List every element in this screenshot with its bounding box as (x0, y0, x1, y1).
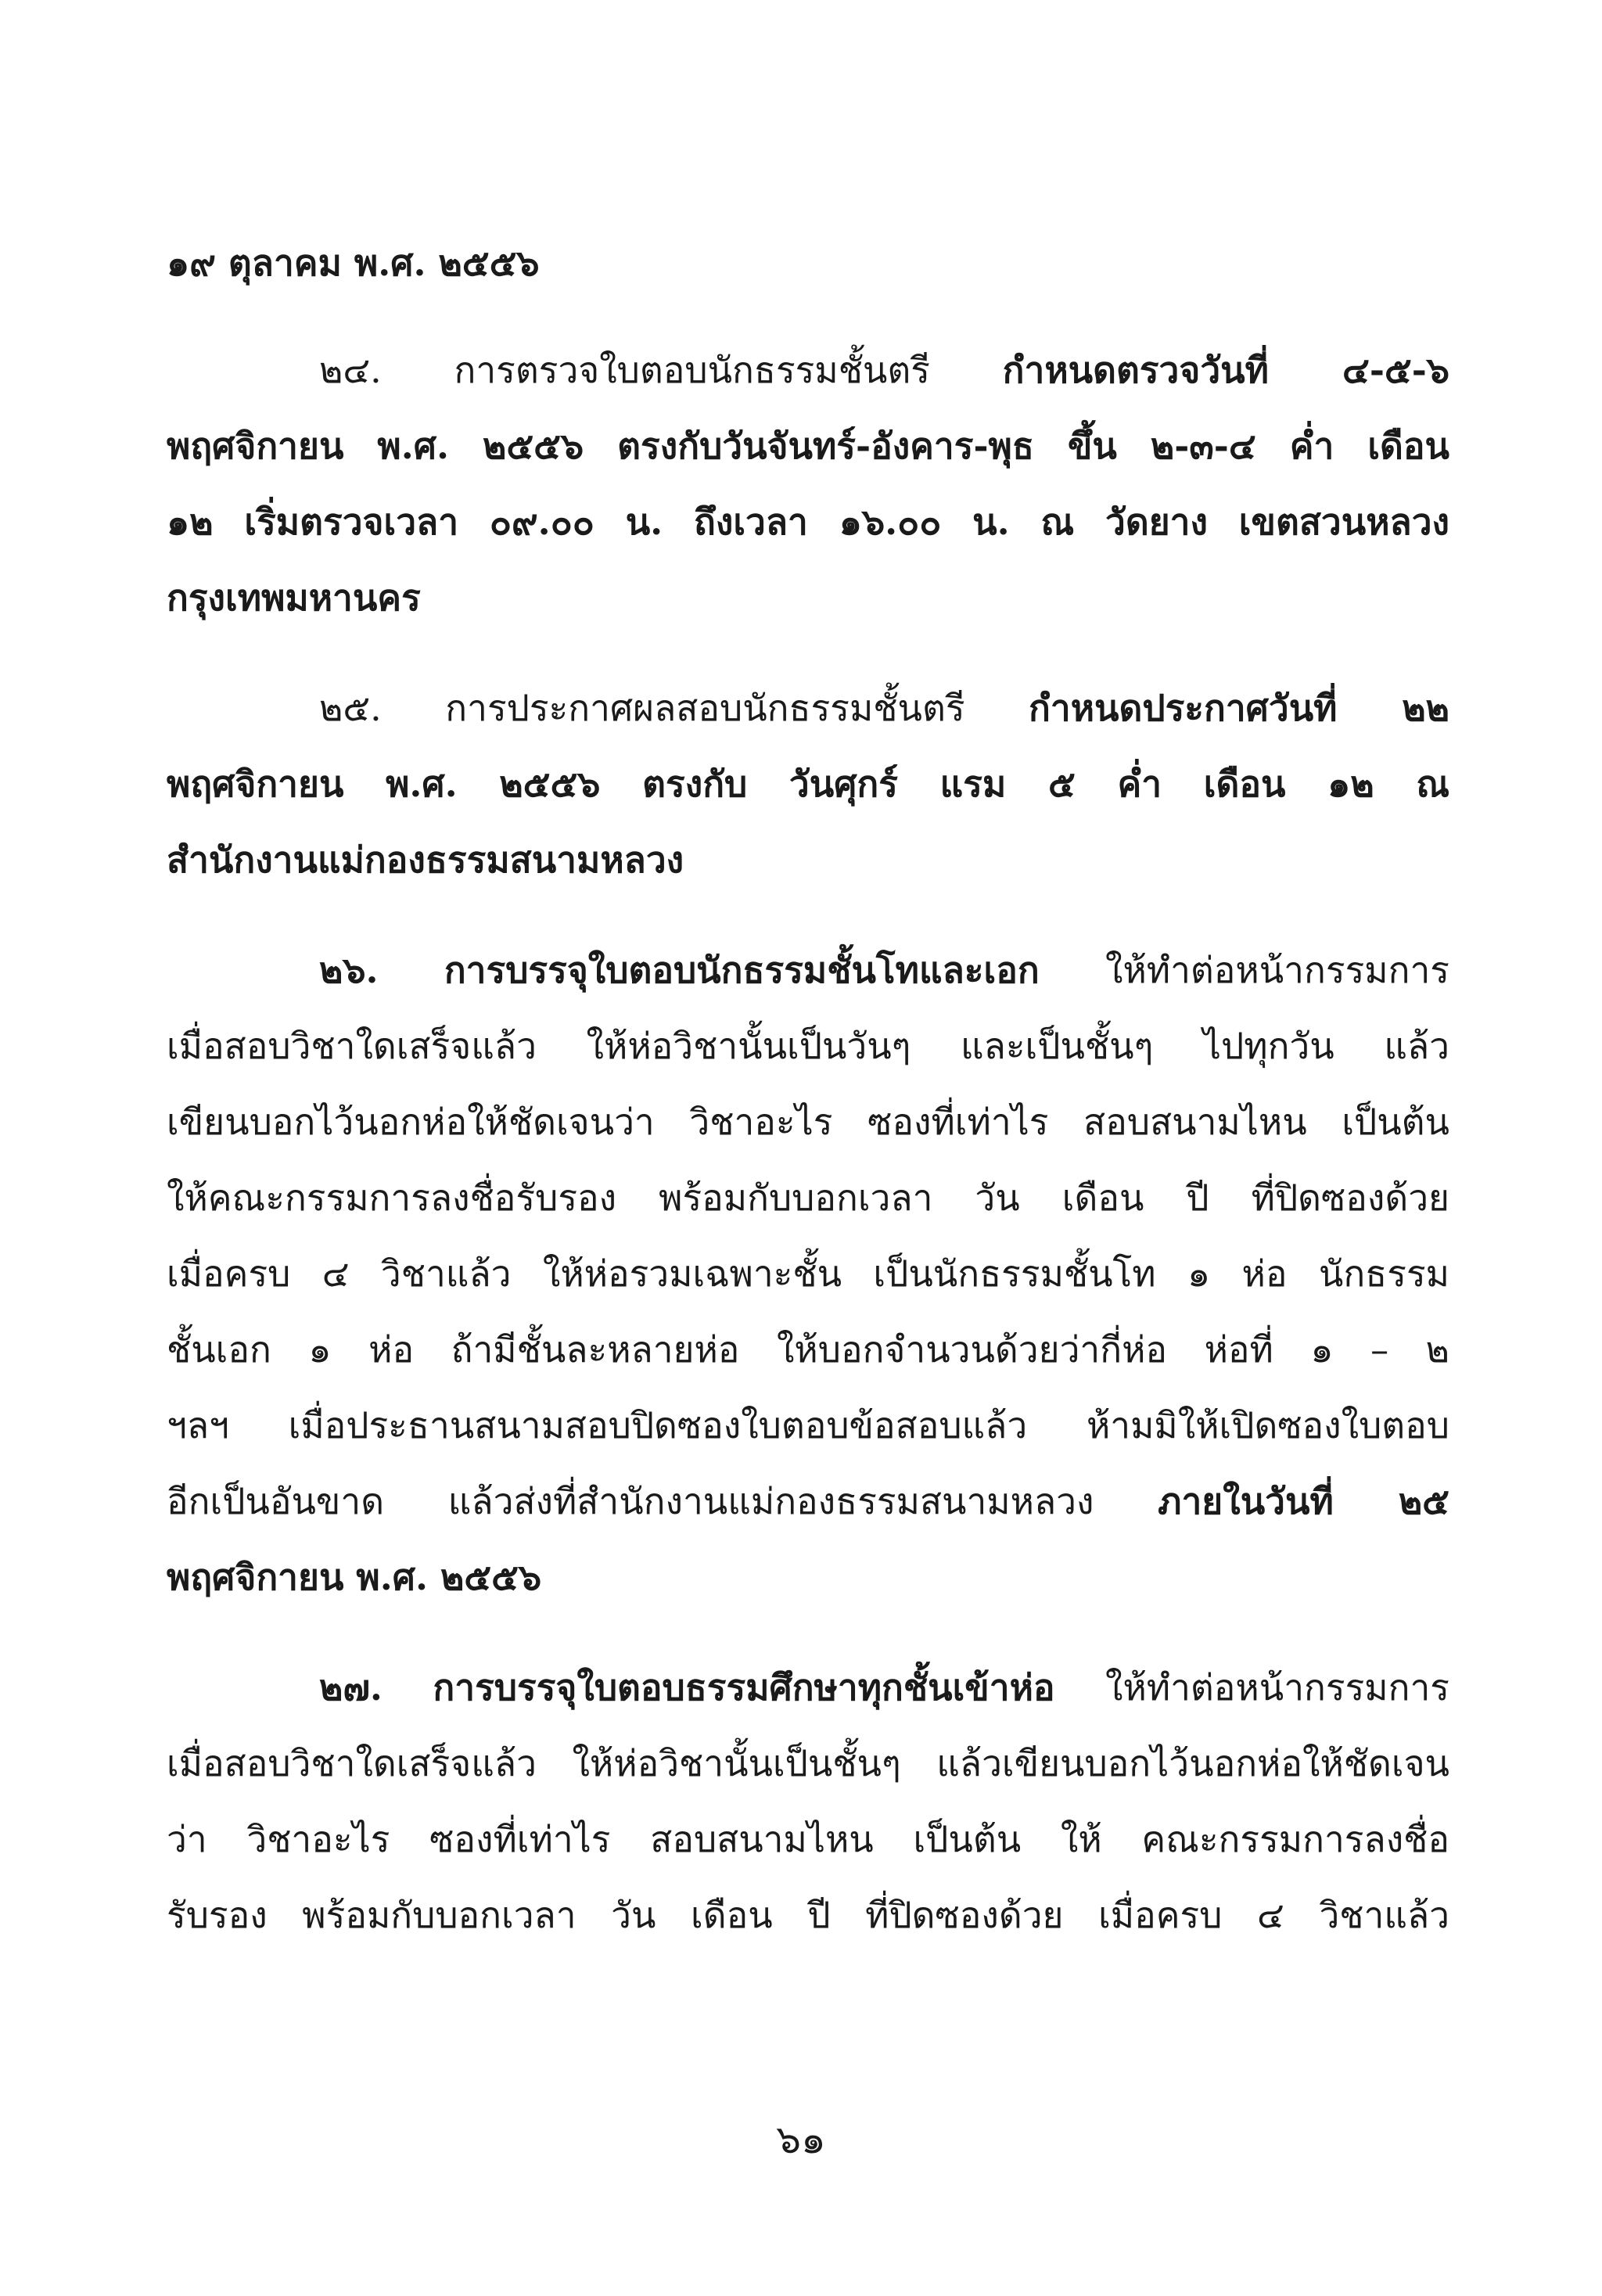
item-27-line-2: เมื่อสอบวิชาใดเสร็จแล้ว ให้ห่อวิชานั้นเป็นชั้นๆ แล้วเขียนบอกไว้นอกห่อให้ชัดเจน (167, 1742, 1449, 1784)
item-27-line-1: ๒๗. การบรรจุใบตอบธรรมศึกษาทุกชั้นเข้าห่อ ให้ทำต่อหน้ากรรมการ (319, 1666, 1449, 1709)
item-26-number: ๒๖. (319, 949, 379, 991)
item-26-line-9: พฤศจิกายน พ.ศ. ๒๕๕๖ (167, 1556, 542, 1598)
item-25-line-3: สำนักงานแม่กองธรรมสนามหลวง (167, 839, 684, 881)
item-26-line-8: อีกเป็นอันขาด แล้วส่งที่สำนักงานแม่กองธรรมสนามหลวง ภายในวันที่ ๒๕ (167, 1480, 1450, 1522)
item-26-line-5: เมื่อครบ ๔ วิชาแล้ว ให้ห่อรวมเฉพาะชั้น เป็นนักธรรมชั้นโท ๑ ห่อ นักธรรม (167, 1252, 1449, 1295)
item-26-line-7: ฯลฯ เมื่อประธานสนามสอบปิดซองใบตอบข้อสอบแล้ว ห้ามมิให้เปิดซองใบตอบ (167, 1404, 1449, 1446)
date-heading: ๑๙ ตุลาคม พ.ศ. ๒๕๕๖ (167, 242, 540, 284)
item-26-line-6: ชั้นเอก ๑ ห่อ ถ้ามีชั้นละหลายห่อ ให้บอกจำนวนด้วยว่ากี่ห่อ ห่อที่ ๑ – ๒ (167, 1328, 1449, 1371)
item-24-line-3: ๑๒ เริ่มตรวจเวลา ๐๙.๐๐ น. ถึงเวลา ๑๖.๐๐ น. ณ วัดยาง เขตสวนหลวง (167, 501, 1449, 543)
item-26-line-4: ให้คณะกรรมการลงชื่อรับรอง พร้อมกับบอกเวลา วัน เดือน ปี ที่ปิดซองด้วย (167, 1177, 1449, 1219)
item-24-line-1: ๒๔. การตรวจใบตอบนักธรรมชั้นตรี กำหนดตรวจวันที่ ๔-๕-๖ (319, 349, 1450, 391)
item-24-number: ๒๔. (319, 349, 382, 391)
item-24-line-2: พฤศจิกายน พ.ศ. ๒๕๕๖ ตรงกับวันจันทร์-อังคาร-พุธ ขึ้น ๒-๓-๔ ค่ำ เดือน (167, 425, 1449, 467)
item-25-number: ๒๕. (319, 687, 382, 729)
page-number: ๖๑ (776, 2117, 826, 2162)
item-25-line-2: พฤศจิกายน พ.ศ. ๒๕๕๖ ตรงกับ วันศุกร์ แรม ๕ ค่ำ เดือน ๑๒ ณ (167, 763, 1449, 805)
item-25-line-1: ๒๕. การประกาศผลสอบนักธรรมชั้นตรี กำหนดประกาศวันที่ ๒๒ (319, 687, 1449, 729)
item-27-number: ๒๗. (319, 1666, 383, 1709)
item-26-line-1: ๒๖. การบรรจุใบตอบนักธรรมชั้นโทและเอก ให้ทำต่อหน้ากรรมการ (319, 949, 1449, 991)
item-27-line-4: รับรอง พร้อมกับบอกเวลา วัน เดือน ปี ที่ปิดซองด้วย เมื่อครบ ๔ วิชาแล้ว (167, 1894, 1449, 1936)
item-27-line-3: ว่า วิชาอะไร ซองที่เท่าไร สอบสนามไหน เป็นต้น ให้ คณะกรรมการลงชื่อ (167, 1818, 1449, 1860)
item-24-line-4: กรุงเทพมหานคร (167, 577, 421, 619)
item-26-line-3: เขียนบอกไว้นอกห่อให้ชัดเจนว่า วิชาอะไร ซองที่เท่าไร สอบสนามไหน เป็นต้น (167, 1101, 1449, 1143)
item-26-line-2: เมื่อสอบวิชาใดเสร็จแล้ว ให้ห่อวิชานั้นเป็นวันๆ และเป็นชั้นๆ ไปทุกวัน แล้ว (167, 1025, 1449, 1067)
